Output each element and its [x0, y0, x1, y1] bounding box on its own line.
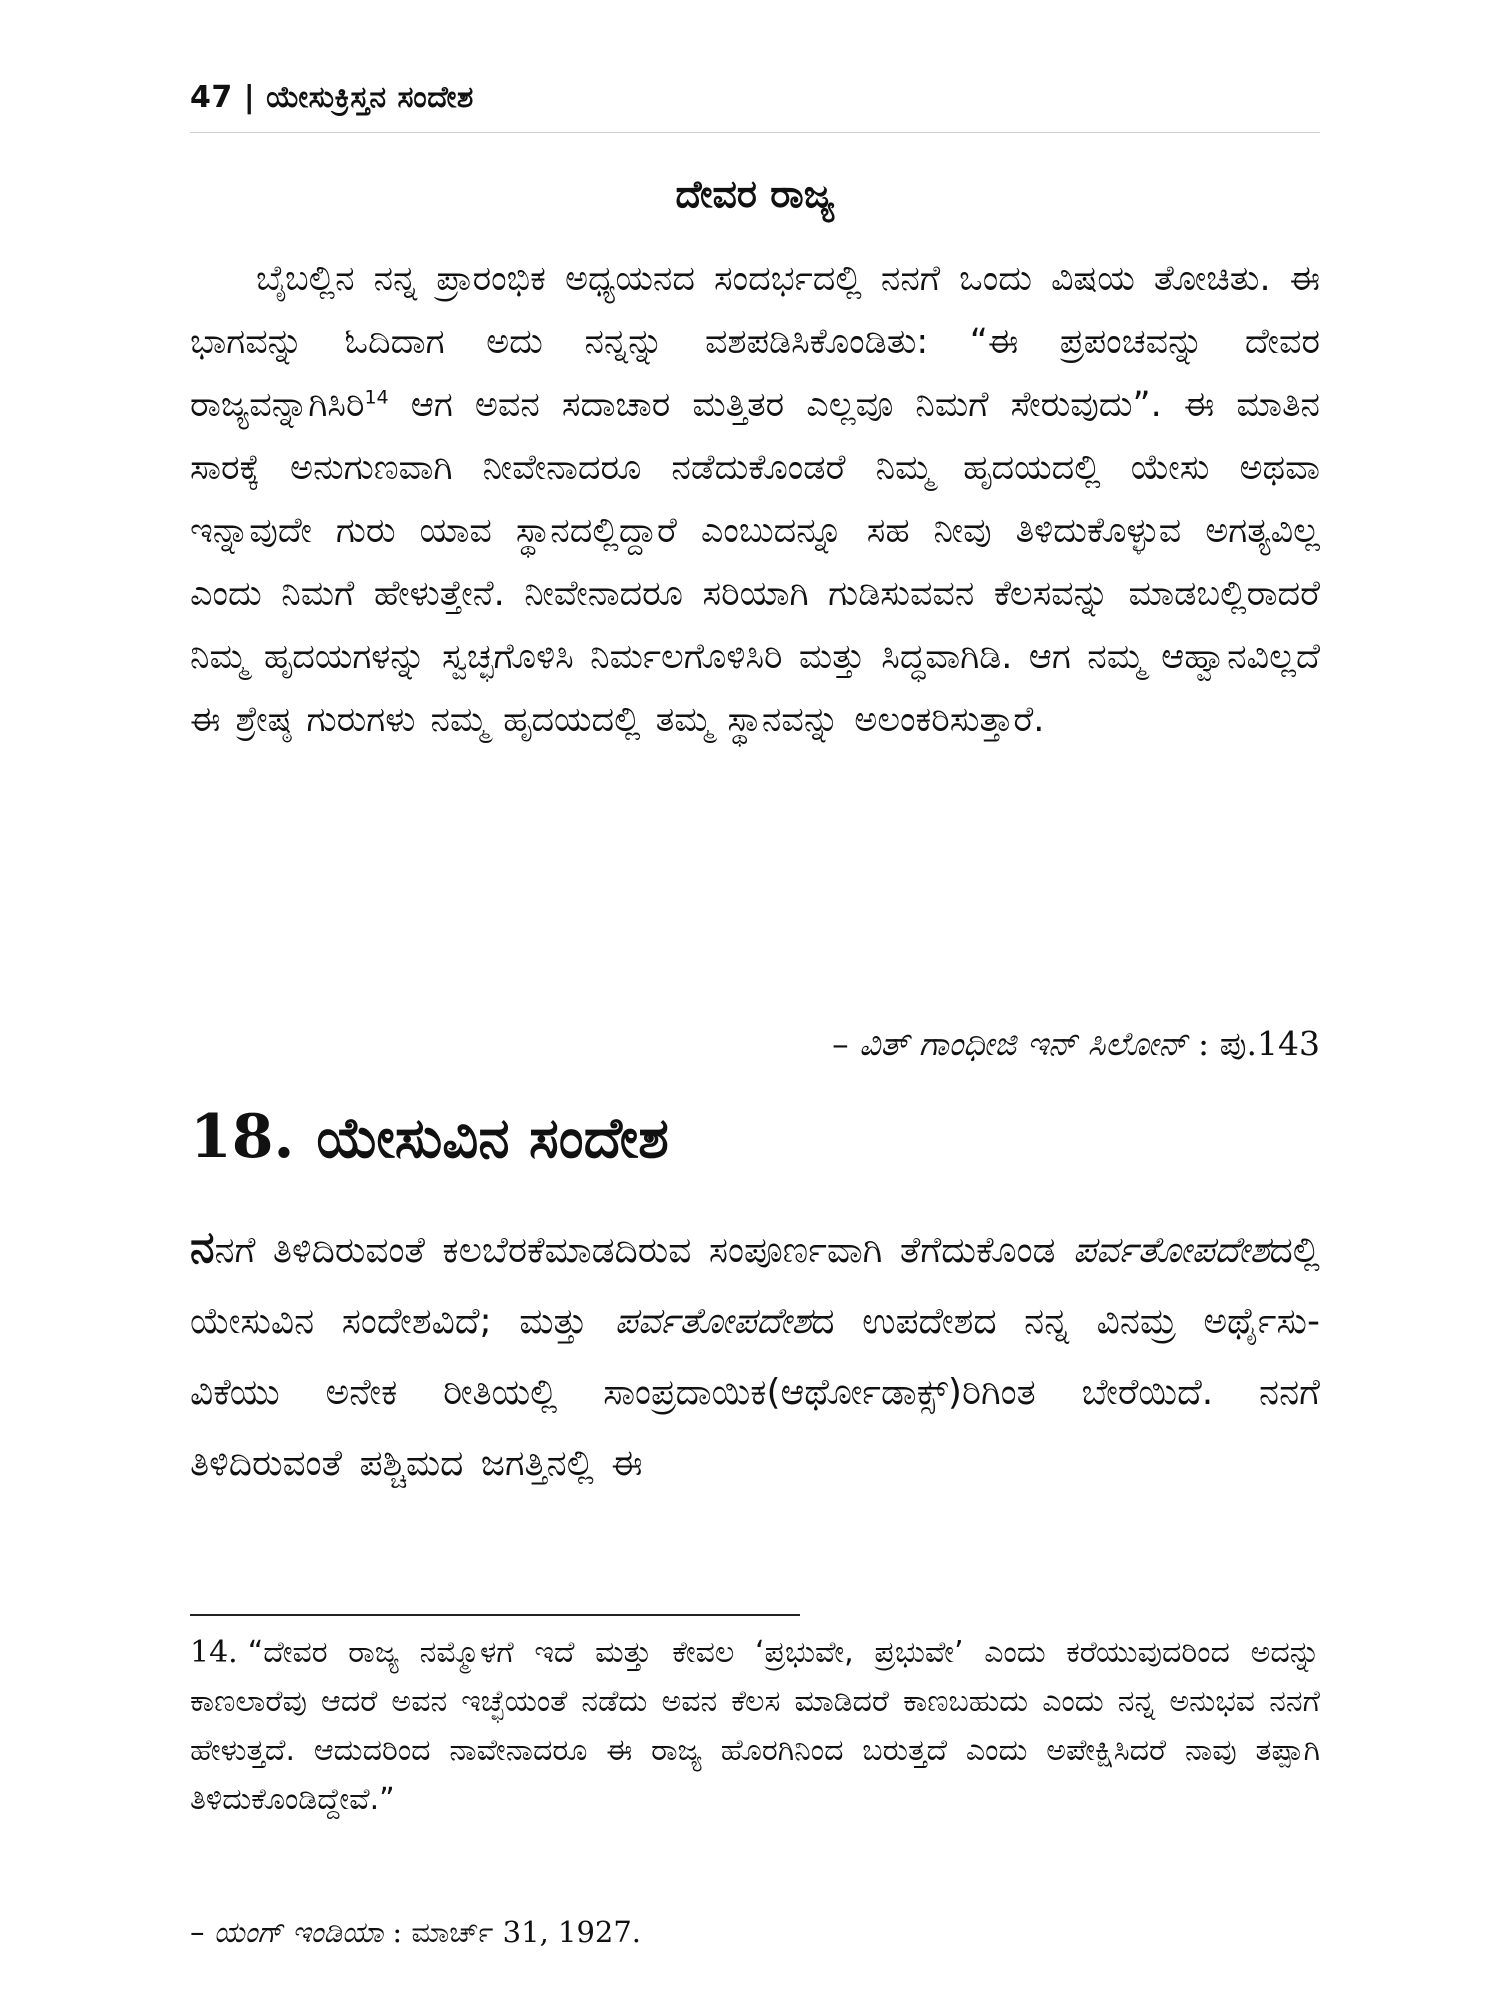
footnote-attribution-date: : ಮಾರ್ಚ್ 31, 1927. — [392, 1915, 642, 1949]
footnote-attribution-source: ಯಂಗ್ ಇಂಡಿಯಾ — [213, 1915, 384, 1949]
chapter-number: 18. — [190, 1102, 295, 1172]
page-number: 47 — [190, 80, 233, 115]
chapter-text-3: ದ ಉಪದೇಶದ ನನ್ನ ವಿನಮ್ರ ಅರ್ಥೈಸು-ವಿಕೆಯು ಅನೇಕ ರೀತಿಯಲ್ಲಿ ಸಾಂಪ್ರದಾಯಿಕ(ಆರ್ಥೋಡಾಕ್ಸ್)ರಿಗಿಂತ ಬೇರೆಯಿದೆ. ನನಗೆ ತಿಳಿದಿರುವಂತೆ ಪಶ್ಚಿಮದ ಜಗತ್ತಿನಲ್ಲಿ ಈ — [190, 1301, 1320, 1484]
attribution-dash: – — [832, 1024, 849, 1063]
attribution-page: : ಪು.143 — [1198, 1024, 1320, 1063]
chapter-heading — [190, 1102, 669, 1172]
paragraph-text-before-ref: ಬೈಬಲ್ಲಿನ ನನ್ನ ಪ್ರಾರಂಭಿಕ ಅಧ್ಯಯನದ ಸಂದರ್ಭದಲ್ಲಿ ನನಗೆ ಒಂದು ವಿಷಯ ತೋಚಿತು. ಈ ಭಾಗವನ್ನು ಓದಿದಾಗ ಅದು ನನ್ನನ್ನು ವಶಪಡಿಸಿಕೊಂಡಿತು: “ಈ ಪ್ರಪಂಚವನ್ನು ದೇವರ ರಾಜ್ಯವನ್ನಾಗಿಸಿರಿ — [190, 259, 1320, 425]
footnote-rule — [190, 1614, 800, 1616]
italic-work-title-1: ಪರ್ವತೋಪದೇಶ — [1072, 1230, 1270, 1271]
chapter-title: ಯೇಸುವಿನ ಸಂದೇಶ — [316, 1106, 669, 1171]
footnote-number: 14. — [190, 1635, 238, 1670]
italic-work-title-2: ಪರ್ವತೋಪದೇಶ — [614, 1301, 812, 1342]
section-heading: ದೇವರ ರಾಜ್ಯ — [675, 172, 835, 216]
footnote-reference: 14 — [364, 386, 389, 409]
footnote-text: “ದೇವರ ರಾಜ್ಯ ನಮ್ಮೊಳಗೆ ಇದೆ ಮತ್ತು ಕೇವಲ ‘ಪ್ರಭುವೇ, ಪ್ರಭುವೇ’ ಎಂದು ಕರೆಯುವುದರಿಂದ ಅದನ್ನು ಕಾಣಲಾರೆವು ಆದರೆ ಅವನ ಇಚ್ಛೆಯಂತೆ ನಡೆದು ಅವನ ಕೆಲಸ ಮಾಡಿದರೆ ಕಾಣಬಹುದು ಎಂದು ನನ್ನ ಅನುಭವ ನನಗೆ ಹೇಳುತ್ತದೆ. ಆದುದರಿಂದ ನಾವೇನಾದರೂ ಈ ರಾಜ್ಯ ಹೊರಗಿನಿಂದ ಬರುತ್ತದೆ ಎಂದು ಅಪೇಕ್ಷಿಸಿದರೆ ನಾವು ತಪ್ಪಾಗಿ ತಿಳಿದುಕೊಂಡಿದ್ದೇವೆ.” — [190, 1635, 1320, 1817]
chapter-text-1: ನಗೆ ತಿಳಿದಿರುವಂತೆ ಕಲಬೆರಕೆಮಾಡದಿರುವ ಸಂಪೂರ್ಣವಾಗಿ ತೆಗೆದುಕೊಂಡ — [214, 1230, 1073, 1271]
running-head — [190, 80, 474, 115]
running-head-separator: | — [243, 80, 256, 115]
footnote-attribution-dash: – — [190, 1915, 205, 1949]
book-title: ಯೇಸುಕ್ರಿಸ್ತನ ಸಂದೇಶ — [266, 80, 474, 115]
chapter-text-2: ದಲ್ಲಿ ಯೇಸುವಿನ ಸಂದೇಶವಿದೆ; ಮತ್ತು — [190, 1230, 1320, 1342]
section-attribution — [190, 1024, 1320, 1064]
attribution-source: ವಿತ್ ಗಾಂಧೀಜಿ ಇನ್ ಸಿಲೋನ್ — [859, 1024, 1188, 1063]
header-rule — [190, 132, 1320, 133]
section-paragraph — [190, 248, 1320, 752]
dropcap-letter: ನ — [190, 1222, 215, 1273]
footnote-attribution — [190, 1915, 641, 1950]
chapter-paragraph — [190, 1212, 1320, 1499]
paragraph-text-after-ref: ಆಗ ಅವನ ಸದಾಚಾರ ಮತ್ತಿತರ ಎಲ್ಲವೂ ನಿಮಗೆ ಸೇರುವುದು”. ಈ ಮಾತಿನ ಸಾರಕ್ಕೆ ಅನುಗುಣವಾಗಿ ನೀವೇನಾದರೂ ನಡೆದುಕೊಂಡರೆ ನಿಮ್ಮ ಹೃದಯದಲ್ಲಿ ಯೇಸು ಅಥವಾ ಇನ್ನಾವುದೇ ಗುರು ಯಾವ ಸ್ಥಾನದಲ್ಲಿದ್ದಾರೆ ಎಂಬುದನ್ನೂ ಸಹ ನೀವು ತಿಳಿದುಕೊಳ್ಳುವ ಅಗತ್ಯವಿಲ್ಲ ಎಂದು ನಿಮಗೆ ಹೇಳುತ್ತೇನೆ. ನೀವೇನಾದರೂ ಸರಿಯಾಗಿ ಗುಡಿಸುವವನ ಕೆಲಸವನ್ನು ಮಾಡಬಲ್ಲಿರಾದರೆ ನಿಮ್ಮ ಹೃದಯಗಳನ್ನು ಸ್ವಚ್ಛಗೊಳಿಸಿ ನಿರ್ಮಲಗೊಳಿಸಿರಿ ಮತ್ತು ಸಿದ್ಧವಾಗಿಡಿ. ಆಗ ನಮ್ಮ ಆಹ್ವಾನವಿಲ್ಲದೆ ಈ ಶ್ರೇಷ್ಠ ಗುರುಗಳು ನಮ್ಮ ಹೃದಯದಲ್ಲಿ ತಮ್ಮ ಸ್ಥಾನವನ್ನು ಅಲಂಕರಿಸುತ್ತಾರೆ. — [190, 385, 1320, 740]
footnote — [190, 1628, 1320, 1824]
